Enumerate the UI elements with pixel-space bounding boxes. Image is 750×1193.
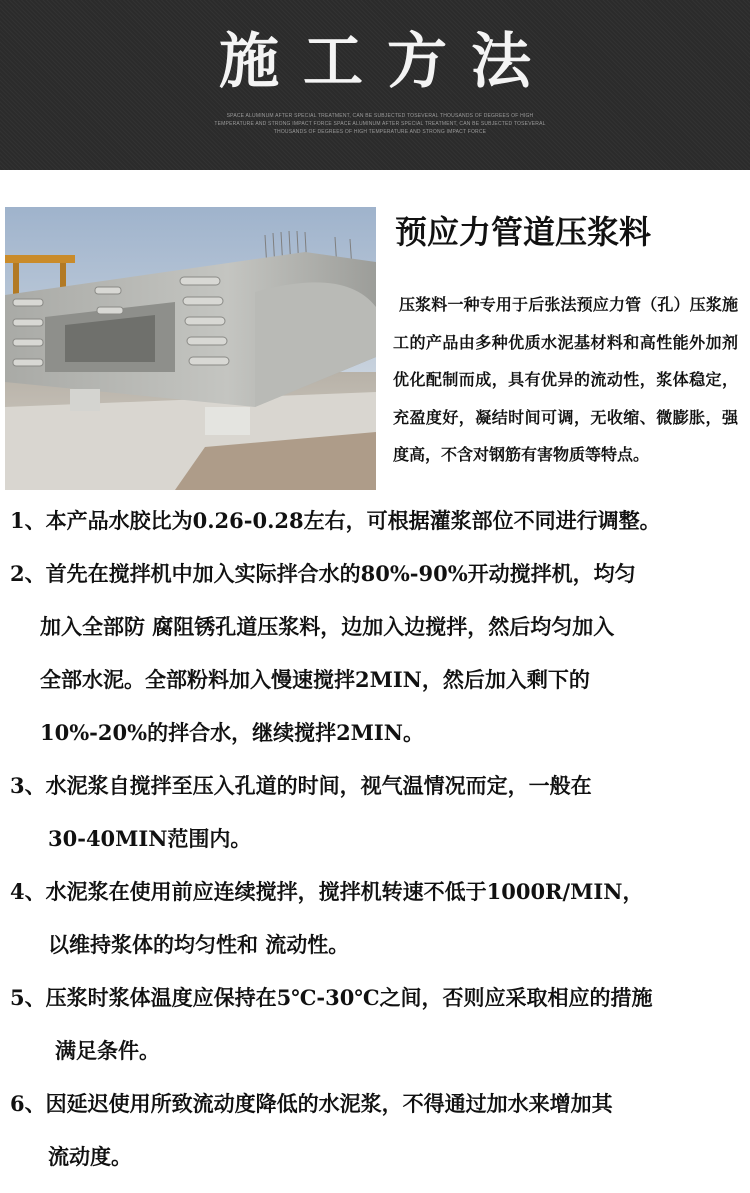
- step-3-line-1: 3、水泥浆自搅拌至压入孔道的时间，视气温情况而定，一般在: [10, 773, 592, 798]
- step-2-line-2: 加入全部防 腐阻锈孔道压浆料，边加入边搅拌，然后均匀加入: [40, 614, 615, 639]
- step-4-line-2: 以维持浆体的均匀性和 流动性。: [48, 932, 350, 957]
- step-1: [10, 494, 745, 547]
- bridge-girder-photo: [5, 207, 376, 490]
- step-4-line-1: 4、水泥浆在使用前应连续搅拌，搅拌机转速不低于1000R/MIN，: [10, 879, 644, 904]
- step-2-line-3: 全部水泥。全部粉料加入慢速搅拌2MIN，然后加入剩下的: [40, 667, 590, 692]
- step-5: [10, 971, 745, 1077]
- product-title: 预应力管道压浆料: [395, 213, 652, 251]
- step-6-line-1: 6、因延迟使用所致流动度降低的水泥浆，不得通过加水来增加其: [10, 1091, 613, 1116]
- step-3: [10, 759, 745, 865]
- header-subtitle: SPACE ALUMINUM AFTER SPECIAL TREATMENT, CAN BE SUBJECTED TOSEVERAL THOUSANDS OF DEGREES OF HIGH TEMPERATURE AND STRONG IMPACT FORCE SPACE ALUMINUM AFTER SPECIAL TREATMENT, CAN BE SUBJECTED TOSEVERAL THOUSANDS OF DEGREES OF HIGH TEMPERATURE AND STRONG IMPACT FORCE: [214, 113, 546, 135]
- step-2-line-1: 2、首先在搅拌机中加入实际拌合水的80%-90%开动搅拌机，均匀: [10, 561, 636, 586]
- page-title: 施工方法: [219, 27, 555, 97]
- construction-steps: [10, 494, 745, 1183]
- step-2: [10, 547, 745, 759]
- step-6: [10, 1077, 745, 1183]
- step-1-line-1: 1、本产品水胶比为0.26-0.28左右，可根据灌浆部位不同进行调整。: [10, 508, 661, 533]
- step-6-line-2: 流动度。: [48, 1144, 132, 1169]
- step-4: [10, 865, 745, 971]
- step-5-line-2: 满足条件。: [55, 1038, 160, 1063]
- step-3-line-2: 30-40MIN范围内。: [48, 826, 252, 851]
- step-5-line-1: 5、压浆时浆体温度应保持在5℃-30℃之间，否则应采取相应的措施: [10, 985, 653, 1010]
- header-banner: [0, 0, 750, 170]
- product-description: 压浆料一种专用于后张法预应力管（孔）压浆施工的产品由多种优质水泥基材料和高性能外加剂优化配制而成，具有优异的流动性，浆体稳定，充盈度好，凝结时间可调，无收缩、微膨胀，强度高，不含对钢筋有害物质等特点。: [393, 295, 738, 464]
- step-2-line-4: 10%-20%的拌合水，继续搅拌2MIN。: [40, 720, 424, 745]
